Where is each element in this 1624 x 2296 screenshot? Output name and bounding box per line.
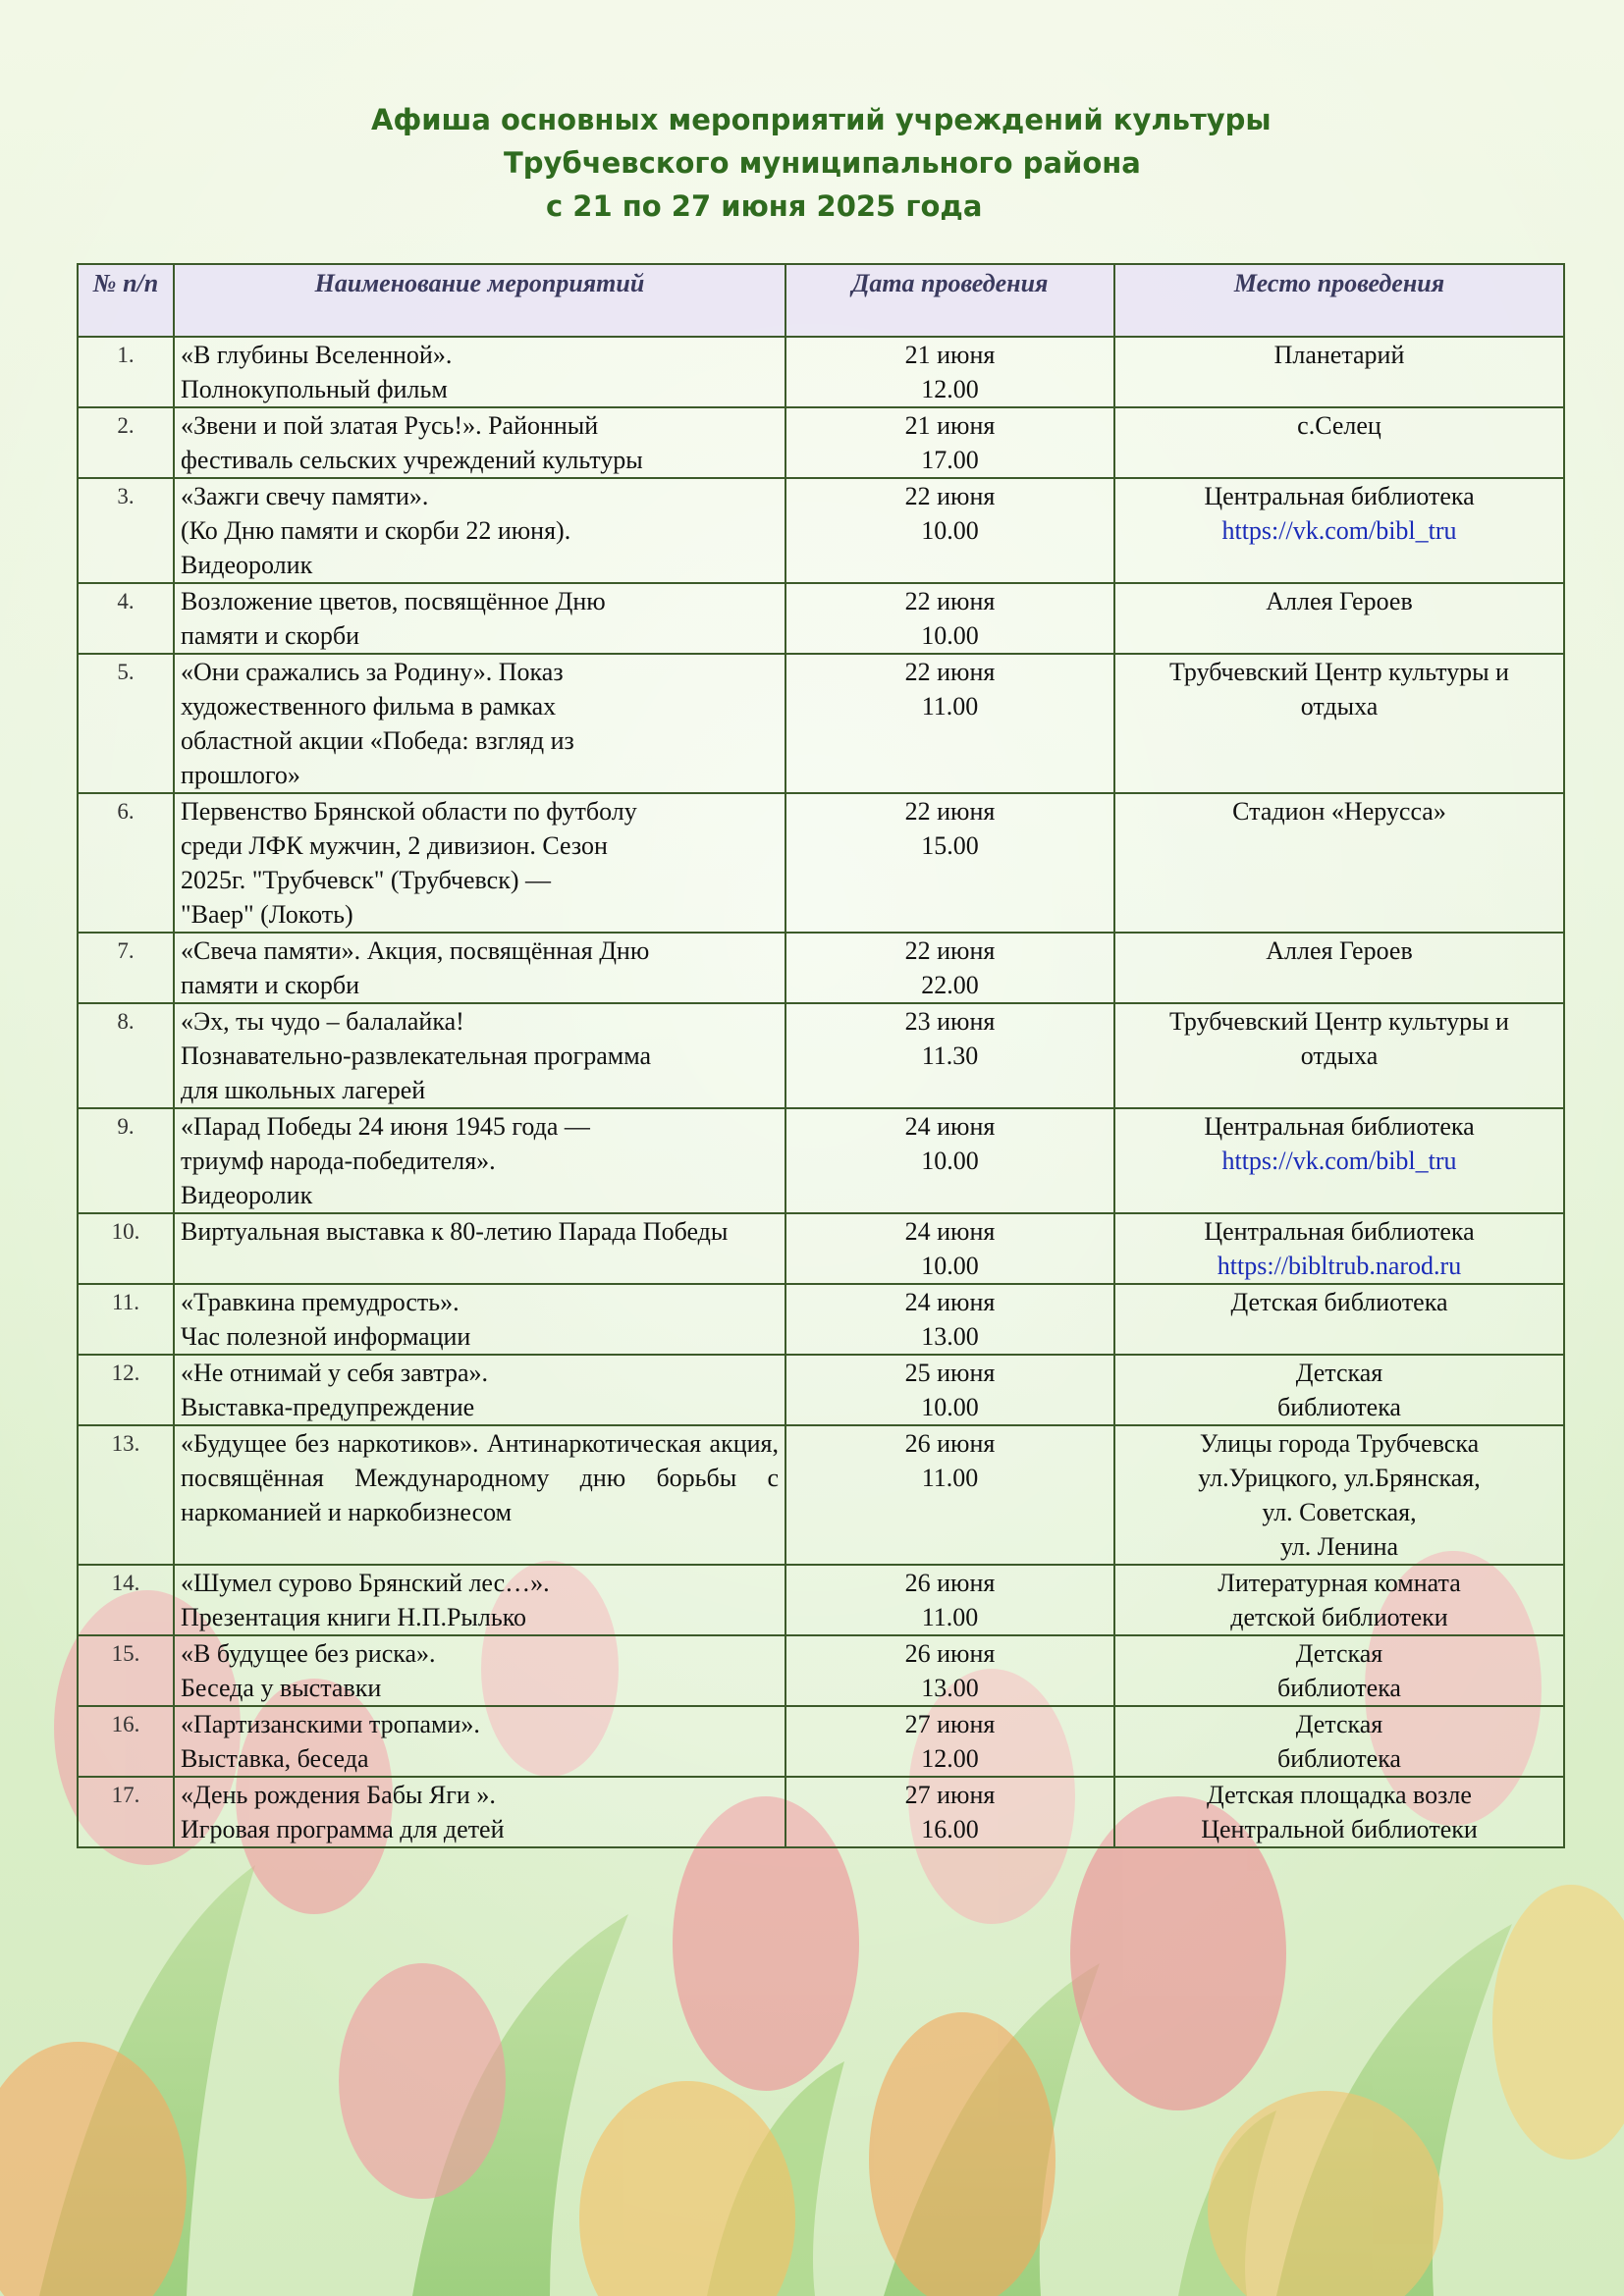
table-row	[78, 337, 1564, 407]
table-row	[78, 1003, 1564, 1108]
event-place	[1114, 1003, 1564, 1108]
table-row	[78, 1706, 1564, 1777]
place-line: библиотека	[1277, 1744, 1401, 1773]
event-date: 22 июня 22.00	[785, 933, 1114, 1003]
event-name: «Зажги свечу памяти». (Ко Дню памяти и скорби 22 июня). Видеоролик	[174, 478, 785, 583]
row-number: 14.	[78, 1565, 174, 1635]
event-place	[1114, 933, 1564, 1003]
event-date: 27 июня 12.00	[785, 1706, 1114, 1777]
event-place	[1114, 1213, 1564, 1284]
place-line: Центральная библиотека	[1204, 1112, 1475, 1141]
place-line: ул.Урицкого, ул.Брянская,	[1198, 1464, 1481, 1492]
place-line: отдыха	[1300, 692, 1379, 721]
event-place	[1114, 1425, 1564, 1565]
place-line: библиотека	[1277, 1393, 1401, 1421]
col-header-number: № п/п	[78, 264, 174, 337]
place-line: Детская площадка возле	[1207, 1781, 1472, 1809]
row-number: 11.	[78, 1284, 174, 1355]
title-line-3: с 21 по 27 июня 2025 года	[546, 189, 983, 223]
event-place	[1114, 478, 1564, 583]
place-line: Детская	[1295, 1639, 1383, 1668]
table-row	[78, 654, 1564, 793]
place-line: Стадион «Нерусса»	[1232, 797, 1446, 826]
place-line: ул. Ленина	[1279, 1532, 1399, 1561]
row-number: 2.	[78, 407, 174, 478]
title-line-2: Трубчевского муниципального района	[504, 146, 1141, 180]
event-date: 27 июня 16.00	[785, 1777, 1114, 1847]
place-line: детской библиотеки	[1230, 1603, 1448, 1631]
row-number: 3.	[78, 478, 174, 583]
row-number: 4.	[78, 583, 174, 654]
place-line: ул. Советская,	[1262, 1498, 1417, 1526]
event-name: Возложение цветов, посвящённое Дню памяти и скорби	[174, 583, 785, 654]
event-place	[1114, 337, 1564, 407]
place-line: Трубчевский Центр культуры и	[1169, 1007, 1509, 1036]
event-date: 24 июня 10.00	[785, 1108, 1114, 1213]
event-date: 24 июня 13.00	[785, 1284, 1114, 1355]
table-row	[78, 1635, 1564, 1706]
event-date: 21 июня 17.00	[785, 407, 1114, 478]
table-row	[78, 1565, 1564, 1635]
event-name: «Будущее без наркотиков». Антинаркотическая акция, посвящённая Международному дню борьбы с наркоманией и наркобизнесом	[174, 1425, 785, 1565]
table-row	[78, 1425, 1564, 1565]
table-row	[78, 1777, 1564, 1847]
event-name: «Эх, ты чудо – балалайка! Познавательно-развлекательная программа для школьных лагерей	[174, 1003, 785, 1108]
place-line: библиотека	[1277, 1674, 1401, 1702]
place-line: отдыха	[1300, 1041, 1379, 1070]
place-line: Аллея Героев	[1266, 936, 1413, 965]
row-number: 13.	[78, 1425, 174, 1565]
table-row	[78, 933, 1564, 1003]
event-date: 23 июня 11.30	[785, 1003, 1114, 1108]
place-link[interactable]: https://bibltrub.narod.ru	[1217, 1252, 1462, 1280]
row-number: 6.	[78, 793, 174, 933]
event-date: 26 июня 11.00	[785, 1565, 1114, 1635]
row-number: 1.	[78, 337, 174, 407]
events-table	[77, 263, 1565, 1848]
table-row	[78, 583, 1564, 654]
place-line: Центральной библиотеки	[1201, 1815, 1478, 1843]
event-date: 22 июня 10.00	[785, 583, 1114, 654]
table-header-row	[78, 264, 1564, 337]
event-place	[1114, 1777, 1564, 1847]
table-row	[78, 1284, 1564, 1355]
event-name: Первенство Брянской области по футболу среди ЛФК мужчин, 2 дивизион. Сезон 2025г. "Трубчевск" (Трубчевск) — "Ваер" (Локоть)	[174, 793, 785, 933]
place-link[interactable]: https://vk.com/bibl_tru	[1221, 1147, 1457, 1175]
event-place	[1114, 793, 1564, 933]
event-name: Виртуальная выставка к 80-летию Парада Победы	[174, 1213, 785, 1284]
event-date: 24 июня 10.00	[785, 1213, 1114, 1284]
row-number: 7.	[78, 933, 174, 1003]
event-date: 22 июня 11.00	[785, 654, 1114, 793]
place-line: Аллея Героев	[1266, 587, 1413, 615]
event-date: 21 июня 12.00	[785, 337, 1114, 407]
title-line-1: Афиша основных мероприятий учреждений культуры	[371, 103, 1272, 136]
event-place	[1114, 1565, 1564, 1635]
event-date: 26 июня 11.00	[785, 1425, 1114, 1565]
table-row	[78, 793, 1564, 933]
event-name: «Звени и пой златая Русь!». Районный фестиваль сельских учреждений культуры	[174, 407, 785, 478]
col-header-name: Наименование мероприятий	[174, 264, 785, 337]
event-name: «Парад Победы 24 июня 1945 года — триумф народа-победителя». Видеоролик	[174, 1108, 785, 1213]
col-header-place: Место проведения	[1114, 264, 1564, 337]
table-row	[78, 478, 1564, 583]
place-line: Детская	[1295, 1359, 1383, 1387]
table-row	[78, 1108, 1564, 1213]
place-link[interactable]: https://vk.com/bibl_tru	[1221, 516, 1457, 545]
event-place	[1114, 1706, 1564, 1777]
event-name: «Партизанскими тропами». Выставка, беседа	[174, 1706, 785, 1777]
event-place	[1114, 1108, 1564, 1213]
place-line: с.Селец	[1297, 411, 1381, 440]
event-place	[1114, 654, 1564, 793]
place-line: Детская библиотека	[1230, 1288, 1448, 1316]
row-number: 15.	[78, 1635, 174, 1706]
event-name: «Шумел сурово Брянский лес…». Презентация книги Н.П.Рылько	[174, 1565, 785, 1635]
place-line: Центральная библиотека	[1204, 1217, 1475, 1246]
event-name: «Не отнимай у себя завтра». Выставка-предупреждение	[174, 1355, 785, 1425]
event-date: 22 июня 10.00	[785, 478, 1114, 583]
event-date: 25 июня 10.00	[785, 1355, 1114, 1425]
table-row	[78, 407, 1564, 478]
row-number: 8.	[78, 1003, 174, 1108]
place-line: Трубчевский Центр культуры и	[1169, 658, 1509, 686]
event-name: «День рождения Бабы Яги ». Игровая программа для детей	[174, 1777, 785, 1847]
place-line: Планетарий	[1273, 341, 1405, 369]
event-place	[1114, 1355, 1564, 1425]
table-body	[78, 337, 1564, 1847]
table-row	[78, 1213, 1564, 1284]
place-line: Литературная комната	[1218, 1569, 1461, 1597]
row-number: 5.	[78, 654, 174, 793]
row-number: 10.	[78, 1213, 174, 1284]
place-line: Детская	[1295, 1710, 1383, 1738]
event-name: «Они сражались за Родину». Показ художественного фильма в рамках областной акции «Победа: взгляд из прошлого»	[174, 654, 785, 793]
event-place	[1114, 1284, 1564, 1355]
event-date: 22 июня 15.00	[785, 793, 1114, 933]
event-name: «В будущее без риска». Беседа у выставки	[174, 1635, 785, 1706]
event-place	[1114, 407, 1564, 478]
col-header-date: Дата проведения	[785, 264, 1114, 337]
event-name: «В глубины Вселенной». Полнокупольный фильм	[174, 337, 785, 407]
event-date: 26 июня 13.00	[785, 1635, 1114, 1706]
event-place	[1114, 1635, 1564, 1706]
event-name: «Свеча памяти». Акция, посвящённая Дню памяти и скорби	[174, 933, 785, 1003]
row-number: 17.	[78, 1777, 174, 1847]
event-place	[1114, 583, 1564, 654]
place-line: Улицы города Трубчевска	[1199, 1429, 1480, 1458]
event-name: «Травкина премудрость». Час полезной информации	[174, 1284, 785, 1355]
place-line: Центральная библиотека	[1204, 482, 1475, 510]
row-number: 12.	[78, 1355, 174, 1425]
row-number: 16.	[78, 1706, 174, 1777]
row-number: 9.	[78, 1108, 174, 1213]
table-row	[78, 1355, 1564, 1425]
